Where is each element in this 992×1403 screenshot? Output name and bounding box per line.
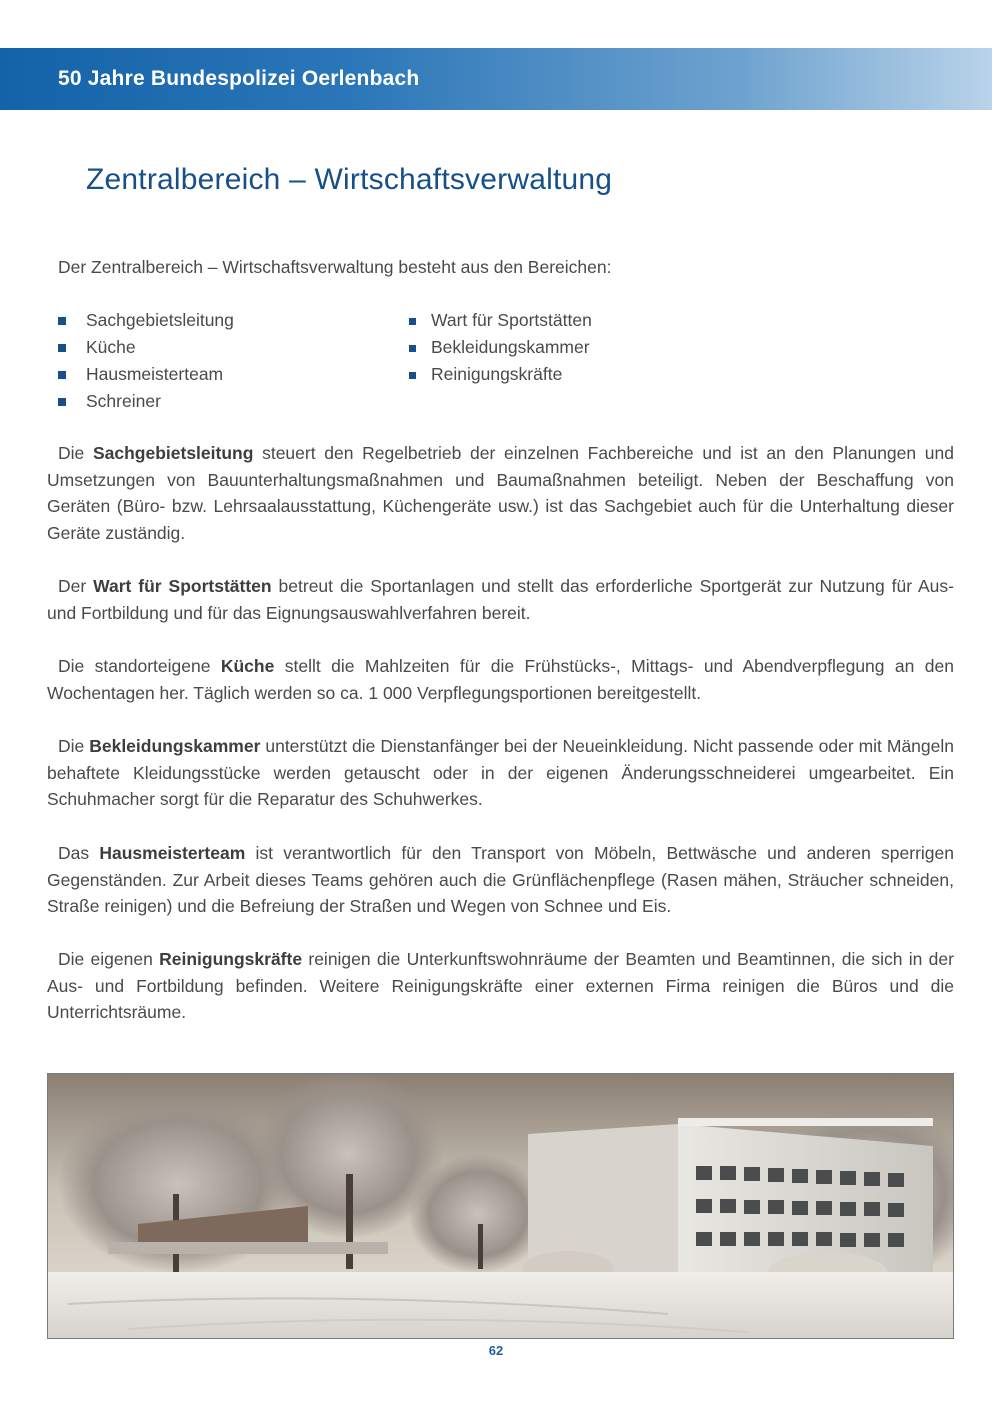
paragraph-text: Die standorteigene	[58, 656, 221, 676]
department-list-left	[58, 307, 234, 415]
list-item	[409, 307, 592, 334]
square-bullet-icon	[409, 345, 416, 352]
paragraph-text: Die eigenen	[58, 949, 160, 969]
list-item-label: Bekleidungskammer	[431, 337, 590, 357]
header-title: 50 Jahre Bundespolizei Oerlenbach	[58, 67, 420, 90]
paragraph-keyword: Sachgebietsleitung	[92, 443, 254, 463]
paragraph-hausmeisterteam	[47, 840, 954, 920]
paragraph-text: betreut die Sportanlagen und stellt das erforderliche Sportgerät zur Nutzung für Aus- und Fortbildung und für das Eignungsauswahlverfahren bereit.	[47, 576, 954, 623]
paragraph-text: Die	[58, 443, 93, 463]
list-item	[58, 388, 234, 415]
list-item	[58, 307, 234, 334]
paragraph-reinigungskraefte	[47, 946, 954, 1026]
paragraph-text: steuert den Regelbetrieb der einzelnen Fachbereiche und ist an den Planungen und Umsetzungen von Bauunterhaltungsmaßnahmen und Baumaßnahmen beteiligt. Neben der Beschaffung von Geräten (Büro- bzw. Lehrsaalausstattung, Küchengeräte usw.) ist das Sachgebiet auch für die Unterhaltung dieser Geräte zuständig.	[47, 443, 955, 543]
list-item-label: Wart für Sportstätten	[431, 310, 592, 330]
paragraph-keyword: Hausmeisterteam	[99, 843, 246, 863]
list-item-label: Hausmeisterteam	[86, 364, 224, 384]
square-bullet-icon	[409, 318, 416, 325]
paragraph-keyword: Bekleidungskammer	[89, 736, 261, 756]
square-bullet-icon	[58, 317, 66, 325]
list-item	[58, 334, 234, 361]
square-bullet-icon	[58, 398, 66, 406]
department-list-right	[409, 307, 592, 388]
square-bullet-icon	[409, 372, 416, 379]
page-title: Zentralbereich – Wirtschaftsverwaltung	[86, 163, 613, 196]
list-item	[409, 334, 592, 361]
list-item-label: Schreiner	[86, 391, 161, 411]
list-item-label: Sachgebietsleitung	[86, 310, 234, 330]
square-bullet-icon	[58, 344, 66, 352]
paragraph-kueche	[47, 653, 954, 706]
paragraph-sportstaetten	[47, 573, 954, 626]
paragraph-text: unterstützt die Dienstanfänger bei der Neueinkleidung. Nicht passende oder mit Mängeln behaftete Kleidungsstücke werden getauscht oder in der eigenen Änderungsschneiderei umgearbeitet. Ein Schuhmacher sorgt für die Reparatur des Schuhwerkes.	[47, 736, 955, 809]
paragraph-bekleidungskammer	[47, 733, 954, 813]
paragraph-text: Die	[58, 736, 90, 756]
paragraph-keyword: Küche	[220, 656, 275, 676]
list-item-label: Reinigungskräfte	[431, 364, 563, 384]
paragraph-text: reinigen die Unterkunftswohnräume der Beamten und Beamtinnen, die sich in der Aus- und Fortbildung befinden. Weitere Reinigungskräfte einer externen Firma reinigen die Büros und die Unterrichtsräume.	[47, 949, 954, 1022]
winter-building-photo	[47, 1073, 954, 1339]
paragraph-text: Der	[58, 576, 94, 596]
list-item	[58, 361, 234, 388]
page-number: 62	[488, 1343, 504, 1358]
paragraph-keyword: Reinigungskräfte	[159, 949, 303, 969]
paragraph-keyword: Wart für Sportstätten	[93, 576, 272, 596]
paragraph-text: Das	[58, 843, 100, 863]
paragraph-sachgebietsleitung	[47, 440, 954, 546]
square-bullet-icon	[58, 371, 66, 379]
paragraph-text: stellt die Mahlzeiten für die Frühstücks-, Mittags- und Abendverpflegung an den Wochentagen her. Täglich werden so ca. 1 000 Verpflegungsportionen bereitgestellt.	[47, 656, 954, 703]
paragraph-text: ist verantwortlich für den Transport von Möbeln, Bettwäsche und anderen sperrigen Gegenständen. Zur Arbeit dieses Teams gehören auch die Grünflächenpflege (Rasen mähen, Sträucher schneiden, Straße reinigen) und die Befreiung der Straßen und Wegen von Schnee und Eis.	[47, 843, 954, 916]
intro-text: Der Zentralbereich – Wirtschaftsverwaltung besteht aus den Bereichen:	[58, 257, 612, 277]
list-item	[409, 361, 592, 388]
list-item-label: Küche	[86, 337, 136, 357]
